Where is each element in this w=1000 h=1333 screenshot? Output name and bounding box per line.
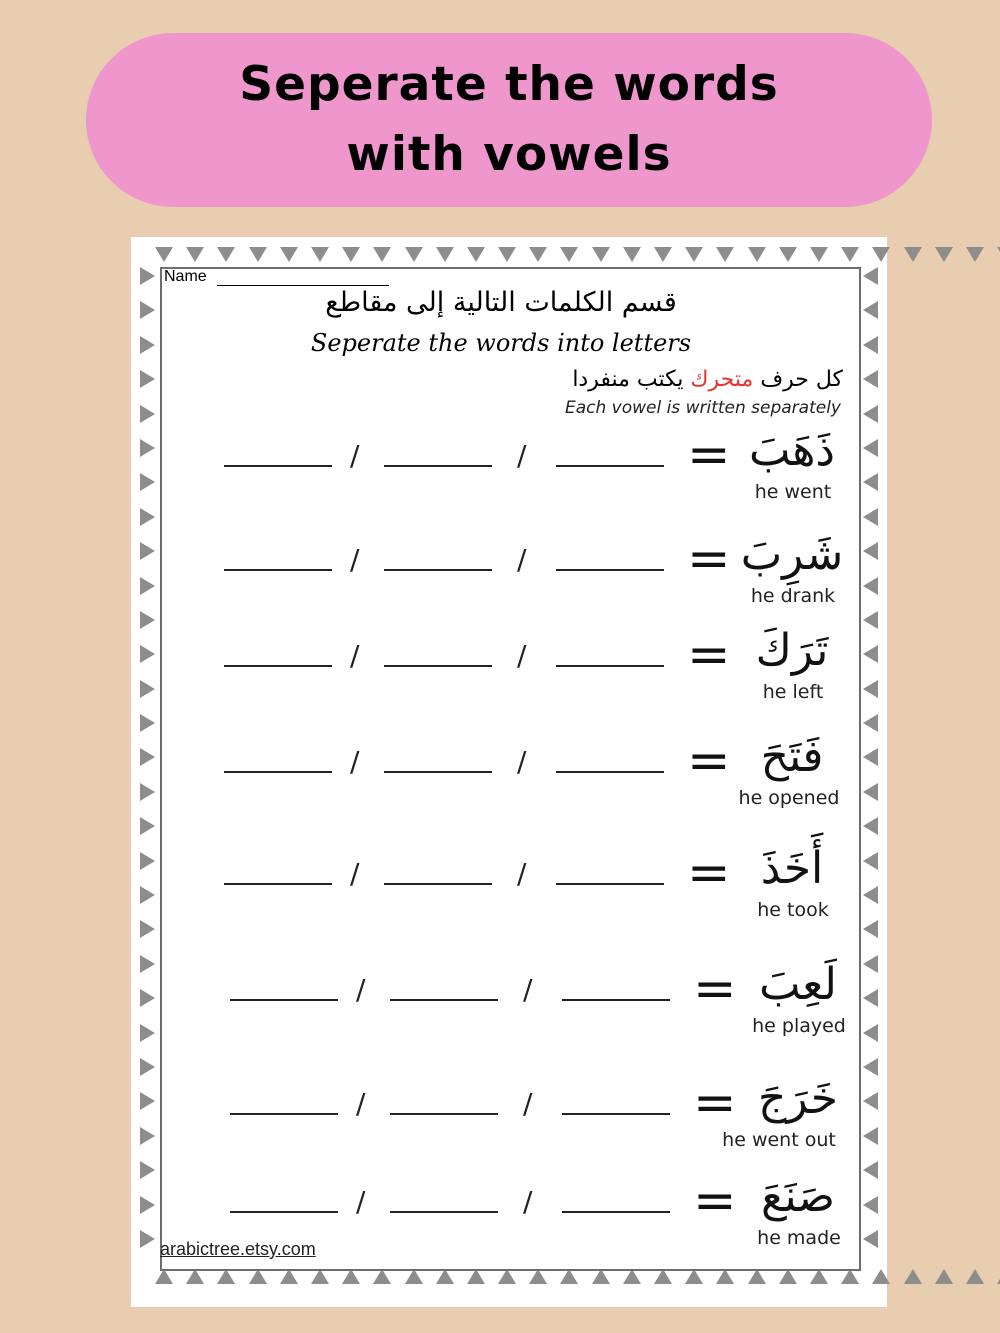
border-triangle bbox=[140, 1230, 155, 1248]
border-triangle bbox=[863, 1127, 878, 1145]
word-meaning: he went bbox=[754, 481, 832, 503]
border-triangle bbox=[863, 508, 878, 526]
border-triangle bbox=[140, 1196, 155, 1214]
arabic-word: شَرِبَ bbox=[740, 529, 844, 580]
border-triangle bbox=[904, 247, 922, 262]
border-triangle bbox=[140, 508, 155, 526]
border-triangle bbox=[863, 370, 878, 388]
answer-blank-2[interactable] bbox=[390, 1113, 498, 1115]
border-triangle bbox=[140, 611, 155, 629]
border-triangle bbox=[863, 920, 878, 938]
border-triangle bbox=[140, 473, 155, 491]
answer-blank-2[interactable] bbox=[384, 665, 492, 667]
border-triangle bbox=[863, 542, 878, 560]
arabic-rule-highlight: متحرك bbox=[690, 367, 754, 392]
border-triangle bbox=[140, 405, 155, 423]
worksheet-page bbox=[131, 237, 887, 1307]
border-triangle bbox=[863, 611, 878, 629]
arabic-rule-start: كل حرف bbox=[753, 367, 843, 392]
arabic-word: تَرَكَ bbox=[755, 625, 829, 676]
border-triangle bbox=[863, 405, 878, 423]
slash-separator: / bbox=[517, 639, 527, 672]
border-triangle bbox=[140, 577, 155, 595]
word-meaning: he made bbox=[757, 1227, 841, 1249]
answer-blank-3[interactable] bbox=[556, 883, 664, 885]
slash-separator: / bbox=[350, 639, 360, 672]
name-label: Name bbox=[164, 268, 207, 285]
answer-blank-1[interactable] bbox=[230, 1211, 338, 1213]
border-triangle bbox=[436, 1269, 454, 1284]
border-triangle bbox=[140, 714, 155, 732]
answer-blank-3[interactable] bbox=[556, 569, 664, 571]
answer-blank-1[interactable] bbox=[224, 665, 332, 667]
border-triangle bbox=[904, 1269, 922, 1284]
border-triangle bbox=[140, 645, 155, 663]
border-triangle bbox=[140, 1161, 155, 1179]
border-triangle bbox=[280, 247, 298, 262]
answer-blank-2[interactable] bbox=[384, 771, 492, 773]
answer-blank-2[interactable] bbox=[390, 999, 498, 1001]
arabic-word: خَرَجَ bbox=[758, 1073, 838, 1124]
border-triangle bbox=[140, 1092, 155, 1110]
border-triangle bbox=[467, 1269, 485, 1284]
border-triangle bbox=[863, 473, 878, 491]
border-triangle bbox=[498, 247, 516, 262]
border-triangle bbox=[560, 247, 578, 262]
border-triangle bbox=[405, 1269, 423, 1284]
border-triangle bbox=[249, 1269, 267, 1284]
border-triangle bbox=[863, 1058, 878, 1076]
border-triangle bbox=[654, 247, 672, 262]
border-triangle bbox=[529, 247, 547, 262]
slash-separator: / bbox=[356, 1087, 366, 1120]
border-triangle bbox=[186, 247, 204, 262]
border-triangle bbox=[863, 1092, 878, 1110]
arabic-title: قسم الكلمات التالية إلى مقاطع bbox=[325, 287, 677, 318]
border-triangle bbox=[155, 1269, 173, 1284]
answer-blank-1[interactable] bbox=[230, 1113, 338, 1115]
border-triangle bbox=[140, 989, 155, 1007]
left-triangle-border bbox=[140, 267, 155, 1264]
border-triangle bbox=[863, 783, 878, 801]
slash-separator: / bbox=[350, 857, 360, 890]
border-triangle bbox=[863, 439, 878, 457]
border-triangle bbox=[863, 645, 878, 663]
slash-separator: / bbox=[523, 973, 533, 1006]
border-triangle bbox=[863, 680, 878, 698]
footer-link[interactable]: arabictree.etsy.com bbox=[160, 1239, 316, 1259]
border-triangle bbox=[155, 247, 173, 262]
border-triangle bbox=[841, 247, 859, 262]
name-field-line[interactable] bbox=[217, 285, 389, 286]
border-triangle bbox=[685, 1269, 703, 1284]
border-triangle bbox=[863, 1196, 878, 1214]
border-triangle bbox=[592, 247, 610, 262]
slash-separator: / bbox=[523, 1087, 533, 1120]
border-triangle bbox=[249, 247, 267, 262]
answer-blank-3[interactable] bbox=[562, 999, 670, 1001]
arabic-rule bbox=[572, 367, 843, 392]
border-triangle bbox=[373, 247, 391, 262]
border-triangle bbox=[140, 301, 155, 319]
slash-separator: / bbox=[356, 973, 366, 1006]
slash-separator: / bbox=[517, 745, 527, 778]
border-triangle bbox=[186, 1269, 204, 1284]
equals-sign: = bbox=[687, 625, 731, 685]
answer-blank-3[interactable] bbox=[556, 665, 664, 667]
equals-sign: = bbox=[693, 959, 737, 1019]
border-triangle bbox=[217, 247, 235, 262]
border-triangle bbox=[140, 817, 155, 835]
border-triangle bbox=[935, 247, 953, 262]
border-triangle bbox=[748, 1269, 766, 1284]
border-triangle bbox=[654, 1269, 672, 1284]
equals-sign: = bbox=[693, 1171, 737, 1231]
bottom-triangle-border bbox=[155, 1269, 1000, 1284]
border-triangle bbox=[140, 1127, 155, 1145]
border-triangle bbox=[140, 955, 155, 973]
equals-sign: = bbox=[687, 425, 731, 485]
slash-separator: / bbox=[517, 857, 527, 890]
border-triangle bbox=[716, 247, 734, 262]
border-triangle bbox=[436, 247, 454, 262]
border-triangle bbox=[373, 1269, 391, 1284]
border-triangle bbox=[140, 852, 155, 870]
answer-blank-3[interactable] bbox=[562, 1211, 670, 1213]
arabic-word: ذَهَبَ bbox=[748, 425, 835, 476]
answer-blank-3[interactable] bbox=[556, 771, 664, 773]
answer-blank-2[interactable] bbox=[384, 883, 492, 885]
banner-title: Seperate the words with vowels bbox=[239, 57, 779, 182]
border-triangle bbox=[841, 1269, 859, 1284]
arabic-rule-end: يكتب منفردا bbox=[572, 367, 691, 392]
border-triangle bbox=[560, 1269, 578, 1284]
border-triangle bbox=[140, 336, 155, 354]
answer-blank-2[interactable] bbox=[390, 1211, 498, 1213]
border-triangle bbox=[863, 886, 878, 904]
border-triangle bbox=[140, 783, 155, 801]
border-triangle bbox=[217, 1269, 235, 1284]
border-triangle bbox=[140, 370, 155, 388]
border-triangle bbox=[140, 886, 155, 904]
answer-blank-3[interactable] bbox=[562, 1113, 670, 1115]
border-triangle bbox=[863, 852, 878, 870]
answer-blank-2[interactable] bbox=[384, 465, 492, 467]
border-triangle bbox=[623, 247, 641, 262]
border-triangle bbox=[863, 267, 878, 285]
border-triangle bbox=[863, 577, 878, 595]
border-triangle bbox=[779, 247, 797, 262]
slash-separator: / bbox=[356, 1185, 366, 1218]
border-triangle bbox=[623, 1269, 641, 1284]
answer-blank-1[interactable] bbox=[224, 883, 332, 885]
word-meaning: he opened bbox=[738, 787, 840, 809]
border-triangle bbox=[140, 920, 155, 938]
border-triangle bbox=[863, 1161, 878, 1179]
border-triangle bbox=[405, 247, 423, 262]
border-triangle bbox=[872, 1269, 890, 1284]
border-triangle bbox=[863, 955, 878, 973]
answer-blank-1[interactable] bbox=[224, 465, 332, 467]
border-triangle bbox=[140, 542, 155, 560]
top-triangle-border bbox=[155, 247, 1000, 262]
slash-separator: / bbox=[517, 543, 527, 576]
border-triangle bbox=[467, 247, 485, 262]
equals-sign: = bbox=[693, 1073, 737, 1133]
equals-sign: = bbox=[687, 731, 731, 791]
answer-blank-3[interactable] bbox=[556, 465, 664, 467]
border-triangle bbox=[872, 247, 890, 262]
word-meaning: he left bbox=[762, 681, 824, 703]
border-triangle bbox=[529, 1269, 547, 1284]
border-triangle bbox=[342, 1269, 360, 1284]
border-triangle bbox=[311, 247, 329, 262]
answer-blank-1[interactable] bbox=[224, 771, 332, 773]
arabic-word: أَخَذَ bbox=[760, 843, 824, 894]
border-triangle bbox=[863, 748, 878, 766]
border-triangle bbox=[140, 267, 155, 285]
arabic-word: لَعِبَ bbox=[759, 959, 837, 1010]
equals-sign: = bbox=[687, 529, 731, 589]
english-title: Seperate the words into letters bbox=[310, 329, 692, 357]
word-meaning: he drank bbox=[750, 585, 836, 607]
border-triangle bbox=[966, 1269, 984, 1284]
word-meaning: he went out bbox=[722, 1129, 836, 1151]
answer-blank-1[interactable] bbox=[230, 999, 338, 1001]
slash-separator: / bbox=[350, 745, 360, 778]
border-triangle bbox=[685, 247, 703, 262]
border-triangle bbox=[863, 714, 878, 732]
slash-separator: / bbox=[350, 543, 360, 576]
border-triangle bbox=[863, 301, 878, 319]
slash-separator: / bbox=[517, 439, 527, 472]
border-triangle bbox=[810, 1269, 828, 1284]
border-triangle bbox=[716, 1269, 734, 1284]
title-banner bbox=[86, 33, 932, 207]
word-meaning: he played bbox=[752, 1015, 846, 1037]
border-triangle bbox=[935, 1269, 953, 1284]
border-triangle bbox=[140, 439, 155, 457]
border-triangle bbox=[748, 247, 766, 262]
border-triangle bbox=[863, 336, 878, 354]
arabic-word: صَنَعَ bbox=[760, 1171, 836, 1222]
border-triangle bbox=[863, 817, 878, 835]
border-triangle bbox=[140, 1058, 155, 1076]
answer-blank-2[interactable] bbox=[384, 569, 492, 571]
english-rule: Each vowel is written separately bbox=[564, 398, 841, 418]
slash-separator: / bbox=[523, 1185, 533, 1218]
border-triangle bbox=[140, 1024, 155, 1042]
border-triangle bbox=[280, 1269, 298, 1284]
right-triangle-border bbox=[863, 267, 878, 1264]
border-triangle bbox=[863, 989, 878, 1007]
border-triangle bbox=[592, 1269, 610, 1284]
border-triangle bbox=[140, 680, 155, 698]
word-meaning: he took bbox=[757, 899, 829, 921]
equals-sign: = bbox=[687, 843, 731, 903]
border-triangle bbox=[311, 1269, 329, 1284]
arabic-word: فَتَحَ bbox=[760, 731, 824, 782]
border-triangle bbox=[966, 247, 984, 262]
border-triangle bbox=[140, 748, 155, 766]
border-triangle bbox=[342, 247, 360, 262]
answer-blank-1[interactable] bbox=[224, 569, 332, 571]
slash-separator: / bbox=[350, 439, 360, 472]
border-triangle bbox=[779, 1269, 797, 1284]
border-triangle bbox=[810, 247, 828, 262]
border-triangle bbox=[498, 1269, 516, 1284]
